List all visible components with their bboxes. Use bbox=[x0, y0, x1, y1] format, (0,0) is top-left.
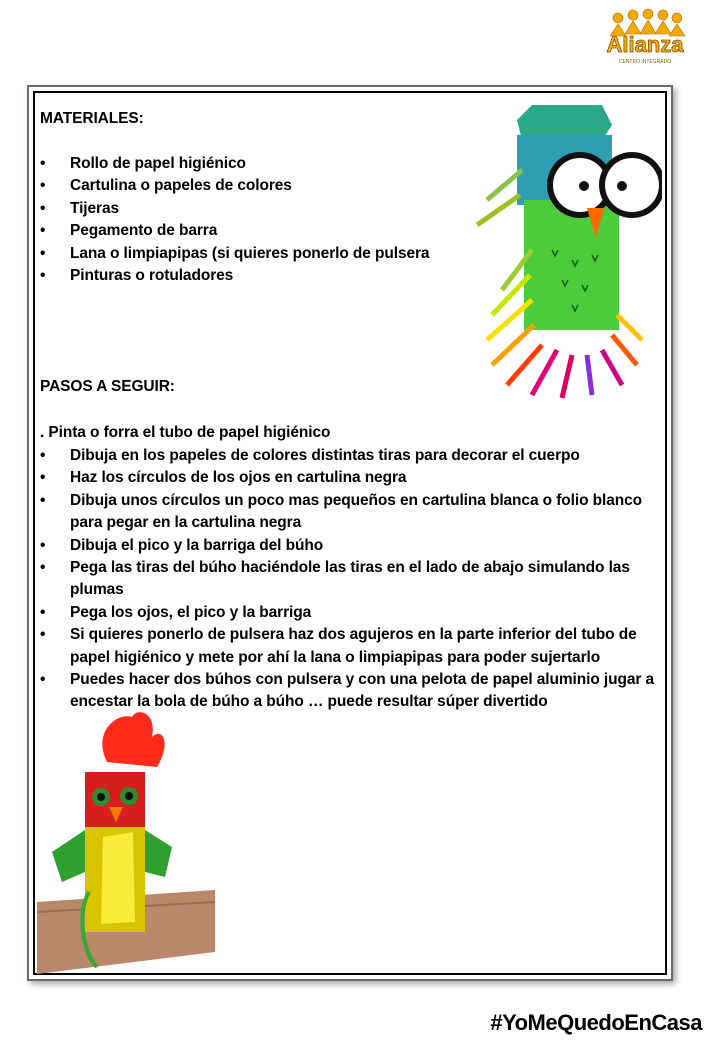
list-item: • Cartulina o papeles de colores bbox=[40, 175, 665, 197]
parrot-bracelet-image bbox=[37, 712, 215, 974]
list-item: • Dibuja en los papeles de colores distintas tiras para decorar el cuerpo bbox=[40, 445, 665, 467]
list-item: • Dibuja unos círculos un poco mas pequeños en cartulina blanca o folio blanco para pegar en la cartulina negra bbox=[40, 490, 665, 535]
list-item: • Si quieres ponerlo de pulsera haz dos agujeros en la parte inferior del tubo de papel higiénico y mete por ahí la lana o limpiapipas para poder sujertarlo bbox=[40, 624, 665, 669]
steps-list bbox=[40, 445, 665, 714]
materials-list bbox=[40, 153, 665, 287]
list-item: • Haz los círculos de los ojos en cartulina negra bbox=[40, 467, 665, 489]
list-item: • Pegamento de barra bbox=[40, 220, 665, 242]
list-item: • Puedes hacer dos búhos con pulsera y con una pelota de papel aluminio jugar a encestar la bola de búho a búho … puede resultar súper divertido bbox=[40, 669, 665, 714]
list-item: • Pega los ojos, el pico y la barriga bbox=[40, 602, 665, 624]
list-item: • Pinturas o rotuladores bbox=[40, 265, 665, 287]
list-item: • Rollo de papel higiénico bbox=[40, 153, 665, 175]
list-item: • Lana o limpiapipas (si quieres ponerlo de pulsera bbox=[40, 243, 665, 265]
steps-first-line: . Pinta o forra el tubo de papel higiénico bbox=[40, 424, 331, 441]
svg-text:CENTRO INTEGRADO: CENTRO INTEGRADO bbox=[618, 59, 672, 65]
hashtag-text: #YoMeQuedoEnCasa bbox=[490, 1010, 702, 1035]
list-item: • Dibuja el pico y la barriga del búho bbox=[40, 535, 665, 557]
svg-text:Alianza: Alianza bbox=[606, 32, 684, 57]
list-item: • Tijeras bbox=[40, 198, 665, 220]
alianza-logo bbox=[598, 8, 692, 70]
steps-heading: PASOS A SEGUIR: bbox=[40, 378, 175, 395]
materials-heading: MATERIALES: bbox=[40, 110, 144, 127]
list-item: • Pega las tiras del búho haciéndole las tiras en el lado de abajo simulando las plumas bbox=[40, 557, 665, 602]
